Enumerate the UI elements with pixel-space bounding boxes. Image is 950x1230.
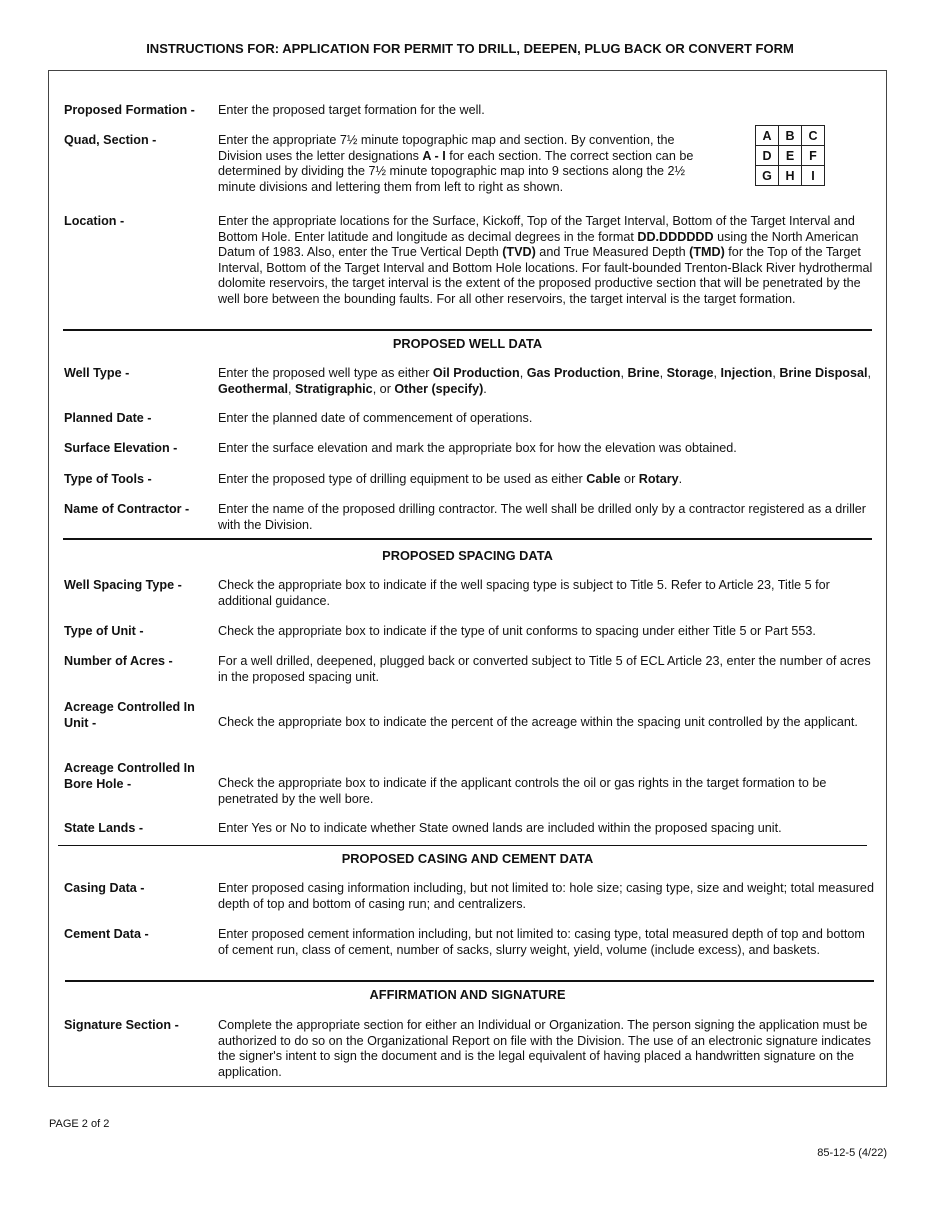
row-label: Location - (64, 214, 125, 228)
row-label: Well Type - (64, 366, 130, 380)
grid-cell: D (756, 146, 779, 166)
row-label: Cement Data - (64, 927, 149, 941)
row-label: Quad, Section - (64, 133, 157, 147)
row-text: Enter the planned date of commencement of operations. (218, 411, 533, 425)
row-text: Check the appropriate box to indicate the percent of the acreage within the spacing unit controlled by the applicant. (218, 715, 858, 729)
grid-cell: B (779, 126, 802, 146)
section-divider (65, 980, 874, 982)
page-number: PAGE 2 of 2 (49, 1118, 110, 1130)
form-number: 85-12-5 (4/22) (817, 1147, 887, 1159)
row-text: Enter the appropriate locations for the Surface, Kickoff, Top of the Target Interval, Bottom of the Target Interval and Bottom Hole. Enter latitude and longitude as decimal degrees in the format DD.DDDDDD using the North American Datum of 1983. Also, enter the True Vertical Depth (TVD) and True Measured Depth (TMD) for the Top of the Target Interval, Bottom of the Target Interval and Bottom Hole locations. For fault-bounded Trenton-Black River hydrothermal dolomite reservoirs, the target interval is the extent of the proposed productive section that will be penetrated by the well bore between the bounding faults. For all other reservoirs, the target interval is the target formation. (218, 214, 873, 306)
row-label: Type of Unit - (64, 624, 144, 638)
row-text: Enter proposed cement information including, but not limited to: casing type, total measured depth of top and bottom of cement run, class of cement, number of sacks, slurry weight, yield, volume (include excess), and baskets. (218, 927, 865, 957)
row-text: Check the appropriate box to indicate if the type of unit conforms to spacing under either Title 5 or Part 553. (218, 624, 816, 638)
quad-section-grid (755, 125, 825, 186)
row-text: Enter Yes or No to indicate whether State owned lands are included within the proposed spacing unit. (218, 821, 782, 835)
grid-cell: G (756, 166, 779, 186)
grid-cell: I (802, 166, 825, 186)
section-heading-affirmation: AFFIRMATION AND SIGNATURE (369, 987, 566, 1002)
row-label: Name of Contractor - (64, 502, 190, 516)
grid-cell: H (779, 166, 802, 186)
section-heading-well-data: PROPOSED WELL DATA (392, 336, 543, 351)
row-text: Enter proposed casing information including, but not limited to: hole size; casing type, size and weight; total measured depth of top and bottom of casing run; and centralizers. (218, 881, 874, 911)
row-text: Check the appropriate box to indicate if the well spacing type is subject to Title 5. Refer to Article 23, Title 5 for additional guidance. (218, 578, 830, 608)
row-text: Enter the proposed target formation for the well. (218, 103, 485, 117)
grid-cell: A (756, 126, 779, 146)
section-divider (63, 538, 872, 540)
instructions-box (48, 70, 887, 1087)
page-title: INSTRUCTIONS FOR: APPLICATION FOR PERMIT TO DRILL, DEEPEN, PLUG BACK OR CONVERT FORM (146, 41, 794, 56)
grid-cell: C (802, 126, 825, 146)
row-label: State Lands - (64, 821, 144, 835)
row-text: Enter the proposed well type as either Oil Production, Gas Production, Brine, Storage, Injection, Brine Disposal, Geothermal, Stratigraphic, or Other (specify). (218, 366, 872, 396)
section-heading-spacing-data: PROPOSED SPACING DATA (382, 548, 553, 563)
grid-cell: E (779, 146, 802, 166)
row-text: Enter the surface elevation and mark the appropriate box for how the elevation was obtained. (218, 441, 737, 455)
row-label: Type of Tools - (64, 472, 152, 486)
section-heading-casing-cement-data: PROPOSED CASING AND CEMENT DATA (341, 851, 594, 866)
row-text: For a well drilled, deepened, plugged back or converted subject to Title 5 of ECL Article 23, enter the number of acres in the proposed spacing unit. (218, 654, 871, 684)
row-text: Enter the name of the proposed drilling contractor. The well shall be drilled only by a contractor registered as a driller with the Division. (218, 502, 866, 532)
row-label: Number of Acres - (64, 654, 173, 668)
grid-cell: F (802, 146, 825, 166)
row-label: Proposed Formation - (64, 103, 195, 117)
row-label: Acreage Controlled In Bore Hole - (64, 761, 195, 791)
row-label: Casing Data - (64, 881, 145, 895)
row-text: Enter the proposed type of drilling equipment to be used as either Cable or Rotary. (218, 472, 683, 486)
section-divider (63, 329, 872, 331)
row-label: Acreage Controlled In Unit - (64, 700, 195, 730)
row-label: Well Spacing Type - (64, 578, 182, 592)
row-text: Enter the appropriate 7½ minute topographic map and section. By convention, the Division uses the letter designations A - I for each section. The correct section can be determined by dividing the 7½ minute topographic map into 9 sections along the 2½ minute divisions and lettering them from left to right as shown. (218, 133, 694, 194)
row-label: Surface Elevation - (64, 441, 178, 455)
row-text: Check the appropriate box to indicate if the applicant controls the oil or gas rights in the target formation to be penetrated by the well bore. (218, 776, 827, 806)
row-label: Signature Section - (64, 1018, 179, 1032)
section-divider (58, 845, 867, 846)
row-text: Complete the appropriate section for either an Individual or Organization. The person signing the application must be authorized to do so on the Organizational Report on file with the Division. The use of an electronic signature indicates the signer's intent to sign the document and is the legal equivalent of having placed a handwritten signature on the application. (218, 1018, 871, 1079)
row-label: Planned Date - (64, 411, 152, 425)
